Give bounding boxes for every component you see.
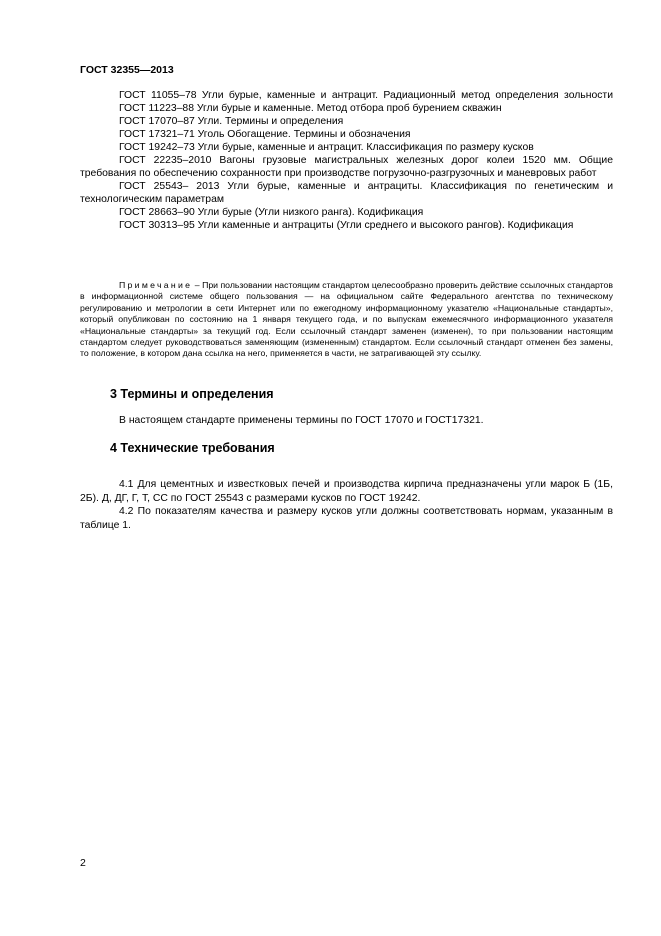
reference-item: ГОСТ 11223–88 Угли бурые и каменные. Метод отбора проб бурением скважин: [119, 103, 502, 114]
section-4-body: [80, 478, 613, 532]
reference-item: ГОСТ 28663–90 Угли бурые (Угли низкого ранга). Кодификация: [119, 207, 424, 218]
note-paragraph: [80, 280, 613, 360]
reference-item: ГОСТ 19242–73 Угли бурые, каменные и антрацит. Классификация по размеру кусков: [119, 142, 534, 153]
document-header: ГОСТ 32355—2013: [80, 64, 174, 76]
note-text: – При пользовании настоящим стандартом целесообразно проверить действие ссылочных стандартов в информационной системе общего пользования — на официальном сайте Федерального агентства по техническому регулированию и метрологии в сети Интернет или по ежегодному информационному указателю «Национальные стандарты», который опубликован по состоянию на 1 января текущего года, и по выпускам ежемесячного информационного указателя «Национальные стандарты» за текущий год. Если ссылочный стандарт заменен (изменен), то при пользовании настоящим стандартом следует руководствоваться заменяющим (измененным) стандартом. Если ссылочный стандарт отменен без замены, то положение, в котором дана ссылка на него, применяется в части, не затрагивающей эту ссылку.: [80, 280, 613, 359]
clause-4-2: 4.2 По показателям качества и размеру кусков угли должны соответствовать нормам, указанным в таблице 1.: [80, 506, 613, 531]
section-3-text: В настоящем стандарте применены термины по ГОСТ 17070 и ГОСТ17321.: [119, 415, 484, 426]
note-label: Примечание: [119, 280, 193, 290]
reference-item: ГОСТ 30313–95 Угли каменные и антрациты (Угли среднего и высокого рангов). Кодификация: [119, 220, 574, 231]
reference-item: ГОСТ 17070–87 Угли. Термины и определения: [119, 116, 344, 127]
section-3-heading: 3 Термины и определения: [110, 387, 274, 401]
clause-4-1: 4.1 Для цементных и известковых печей и производства кирпича предназначены угли марок Б (1Б, 2Б). Д, ДГ, Г, Т, СС по ГОСТ 25543 с размерами кусков по ГОСТ 19242.: [80, 479, 613, 504]
reference-item: ГОСТ 17321–71 Уголь Обогащение. Термины и обозначения: [119, 129, 411, 140]
normative-references-list: [80, 89, 613, 232]
reference-item: ГОСТ 22235–2010 Вагоны грузовые магистральных железных дорог колеи 1520 мм. Общие требования по обеспечению сохранности при производстве погрузочно-разгрузочных и маневровых работ: [80, 155, 613, 179]
reference-item: ГОСТ 11055–78 Угли бурые, каменные и антрацит. Радиационный метод определения зольности: [119, 90, 613, 101]
section-4-heading: 4 Технические требования: [110, 441, 275, 455]
reference-item: ГОСТ 25543– 2013 Угли бурые, каменные и антрациты. Классификация по генетическим и технологическим параметрам: [80, 181, 613, 205]
page-number: 2: [80, 857, 86, 869]
